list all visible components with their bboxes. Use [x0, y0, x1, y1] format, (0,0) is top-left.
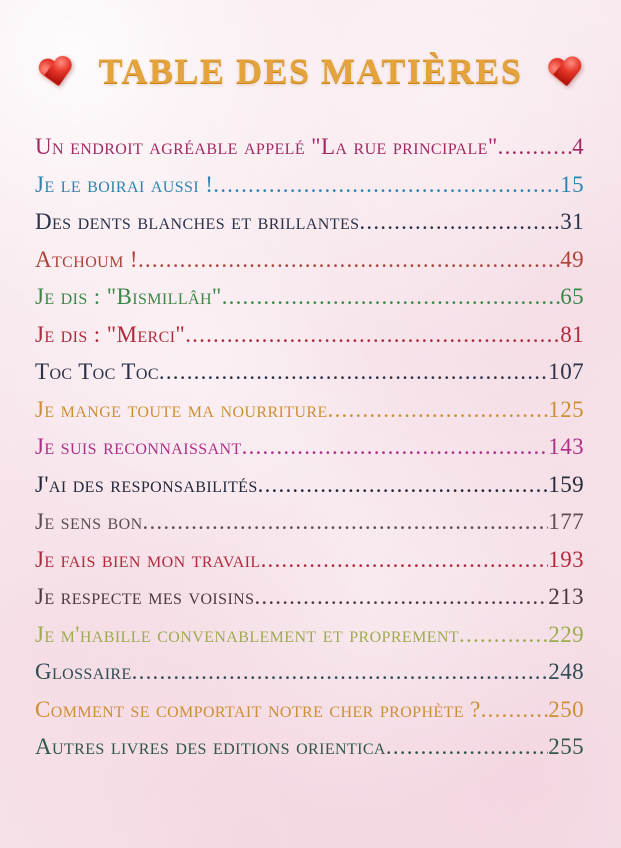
toc-leader-dots	[159, 359, 548, 385]
toc-entry-label: Je dis : "Merci"	[35, 321, 186, 347]
toc-leader-dots	[386, 734, 548, 760]
toc-entry	[35, 547, 584, 585]
toc-entry	[35, 247, 584, 285]
toc-entry-label: Atchoum !	[35, 246, 138, 272]
toc-entry-page: 250	[548, 696, 584, 722]
toc-leader-dots	[459, 622, 548, 648]
toc-entry-page: 49	[560, 246, 584, 272]
toc-entry-page: 159	[548, 471, 584, 497]
toc-entry-label: Comment se comportait notre cher prophète ?	[35, 696, 481, 722]
toc-entry-page: 65	[560, 284, 584, 309]
toc-leader-dots	[132, 659, 549, 685]
heart-icon	[547, 56, 584, 90]
toc-entry-label: J'ai des responsabilités	[35, 471, 258, 497]
toc-entry-page: 177	[548, 509, 584, 534]
toc-entry-label: Je dis : "Bismillâh"	[35, 284, 222, 309]
toc-leader-dots	[258, 472, 549, 498]
toc-leader-dots	[222, 284, 560, 310]
toc-entry-label: Toc Toc Toc	[35, 359, 159, 384]
toc-entry	[35, 434, 584, 472]
toc-entry	[35, 734, 584, 772]
toc-leader-dots	[254, 584, 548, 610]
toc-entry-page: 81	[560, 321, 584, 347]
toc-leader-dots	[498, 134, 572, 160]
table-of-contents	[0, 134, 621, 772]
toc-entry	[35, 134, 584, 172]
toc-entry	[35, 509, 584, 547]
toc-entry-label: Je m'habille convenablement et proprement	[35, 621, 460, 647]
toc-entry-page: 255	[548, 734, 584, 759]
toc-entry-label: Je sens bon	[35, 509, 143, 534]
toc-entry-label: Autres livres des editions orientica	[35, 734, 386, 759]
title-row	[0, 0, 621, 92]
toc-leader-dots	[481, 697, 549, 723]
toc-entry-label: Glossaire	[35, 659, 132, 684]
toc-leader-dots	[143, 509, 549, 535]
toc-leader-dots	[138, 247, 560, 273]
toc-entry	[35, 659, 584, 697]
toc-leader-dots	[242, 434, 549, 460]
toc-entry-page: 31	[560, 209, 584, 234]
toc-leader-dots	[185, 322, 560, 348]
toc-entry-label: Je respecte mes voisins	[35, 584, 255, 609]
page-title: TABLE DES MATIÈRES	[98, 51, 523, 91]
toc-entry	[35, 397, 584, 435]
toc-entry	[35, 622, 584, 660]
toc-entry-label: Je le boirai aussi !	[35, 171, 214, 197]
toc-leader-dots	[328, 397, 549, 423]
heart-icon	[36, 55, 75, 91]
toc-entry	[35, 209, 584, 247]
toc-entry-page: 15	[560, 171, 584, 197]
toc-entry-label: Je mange toute ma nourriture	[35, 396, 328, 422]
toc-entry	[35, 584, 584, 622]
toc-leader-dots	[213, 172, 560, 198]
toc-entry-page: 213	[548, 584, 584, 609]
toc-entry	[35, 284, 584, 322]
toc-entry	[35, 472, 584, 510]
toc-entry-label: Un endroit agréable appelé "La rue principale"	[35, 134, 498, 159]
toc-entry	[35, 172, 584, 210]
toc-entry-page: 143	[548, 434, 584, 459]
toc-entry-label: Des dents blanches et brillantes	[35, 209, 360, 234]
toc-entry-page: 107	[548, 359, 584, 384]
toc-leader-dots	[261, 547, 549, 573]
toc-entry	[35, 359, 584, 397]
toc-entry-page: 248	[548, 659, 584, 684]
toc-leader-dots	[359, 209, 560, 235]
toc-entry	[35, 322, 584, 360]
toc-entry-page: 4	[572, 134, 584, 159]
toc-entry-page: 193	[548, 546, 584, 572]
toc-entry-page: 125	[548, 396, 584, 422]
toc-entry-label: Je fais bien mon travail	[35, 546, 261, 572]
toc-entry-page: 229	[548, 621, 584, 647]
toc-entry-label: Je suis reconnaissant	[35, 434, 242, 459]
toc-entry	[35, 697, 584, 735]
